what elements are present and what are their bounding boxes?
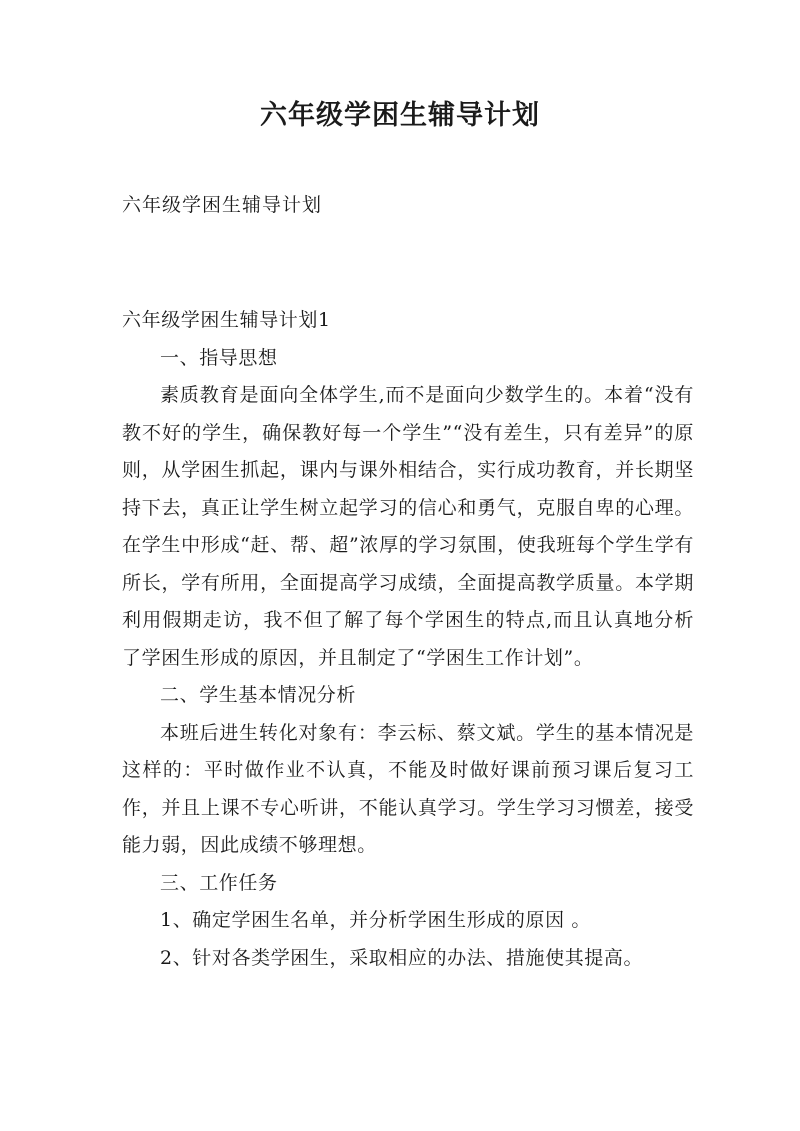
document-title: 六年级学困生辅导计划 (260, 100, 540, 131)
section-title: 六年级学困生辅导计划1 (122, 309, 331, 331)
heading-guiding-thought: 一、指导思想 (160, 346, 278, 369)
document-subtitle: 六年级学困生辅导计划 (122, 194, 323, 216)
paragraph-student-analysis: 本班后进生转化对象有：李云标、蔡文斌。学生的基本情况是这样的：平时做作业不认真，不能及时做好课前预习课后复习工作，并且上课不专心听讲，不能认真学习。学生学习习惯差，接受能力弱，因此成绩不够理想。 (122, 721, 694, 856)
task-item-2: 2、针对各类学困生，采取相应的办法、措施使其提高。 (160, 946, 644, 969)
task-item-1: 1、确定学困生名单，并分析学困生形成的原因 。 (160, 909, 591, 931)
heading-student-analysis: 二、学生基本情况分析 (160, 684, 357, 706)
paragraph-guiding-thought: 素质教育是面向全体学生,而不是面向少数学生的。本着“没有教不好的学生，确保教好每一个学生”“没有差生，只有差异”的原则，从学困生抓起，课内与课外相结合，实行成功教育，并长期坚持下去，真正让学生树立起学习的信心和勇气，克服自卑的心理。在学生中形成“赶、帮、超”浓厚的学习氛围，使我班每个学生学有所长，学有所用，全面提高学习成绩，全面提高教学质量。本学期利用假期走访，我不但了解了每个学困生的特点,而且认真地分析了学困生形成的原因，并且制定了“学困生工作计划”。 (122, 384, 694, 669)
heading-work-tasks: 三、工作任务 (160, 871, 278, 894)
document-body (122, 302, 694, 977)
